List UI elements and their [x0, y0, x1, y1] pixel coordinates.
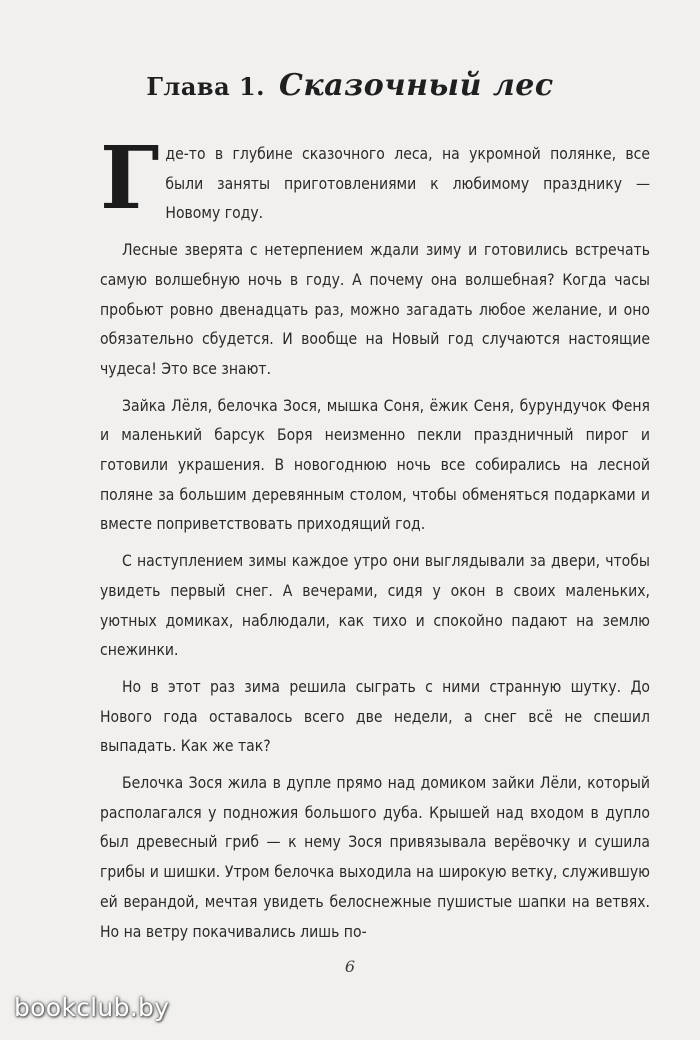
paragraph-text: де-то в глубине сказочного леса, на укромной полянке, все были заняты приготовлениями к любимому празднику — Новому году.: [165, 145, 650, 223]
drop-cap: Г: [100, 128, 160, 229]
paragraph: Но в этот раз зима решила сыграть с ними странную шутку. До Нового года оставалось всего две недели, а снег всё не спешил выпадать. Как же так?: [100, 677, 650, 756]
chapter-name: Сказочный лес: [278, 68, 554, 103]
page-number: 6: [344, 957, 356, 976]
body-text: [100, 128, 650, 954]
paragraph: [100, 128, 650, 229]
paragraph: Зайка Лёля, белочка Зося, мышка Соня, ёжик Сеня, бурундучок Феня и маленький барсук Боря неизменно пекли праздничный пирог и готовили украшения. В новогоднюю ночь все собирались на лесной поляне за большим деревянным столом, чтобы обменяться подарками и вместе поприветствовать приходящий год.: [100, 396, 650, 534]
chapter-number: Глава 1.: [146, 72, 266, 101]
paragraph: С наступлением зимы каждое утро они выглядывали за двери, чтобы увидеть первый снег. А вечерами, сидя у окон в своих маленьких, уютных домиках, наблюдали, как тихо и спокойно падают на землю снежинки.: [100, 552, 650, 660]
paragraph: Лесные зверята с нетерпением ждали зиму и готовились встречать самую волшебную ночь в году. А почему она волшебная? Когда часы пробьют ровно двенадцать раз, можно загадать любое желание, и оно обязательно сбудется. И вообще на Новый год случаются настоящие чудеса! Это все знают.: [100, 241, 650, 378]
paragraph: Белочка Зося жила в дупле прямо над домиком зайки Лёли, который располагался у подножия большого дуба. Крышей над входом в дупло был древесный гриб — к нему Зося привязывала верёвочку и сушила грибы и шишки. Утром белочка выходила на широкую ветку, служившую ей верандой, мечтая увидеть белоснежные пушистые шапки на ветвях. Но на ветру покачивались лишь по-: [100, 774, 650, 941]
chapter-title: [0, 68, 700, 103]
watermark: bookclub.by: [14, 993, 170, 1022]
